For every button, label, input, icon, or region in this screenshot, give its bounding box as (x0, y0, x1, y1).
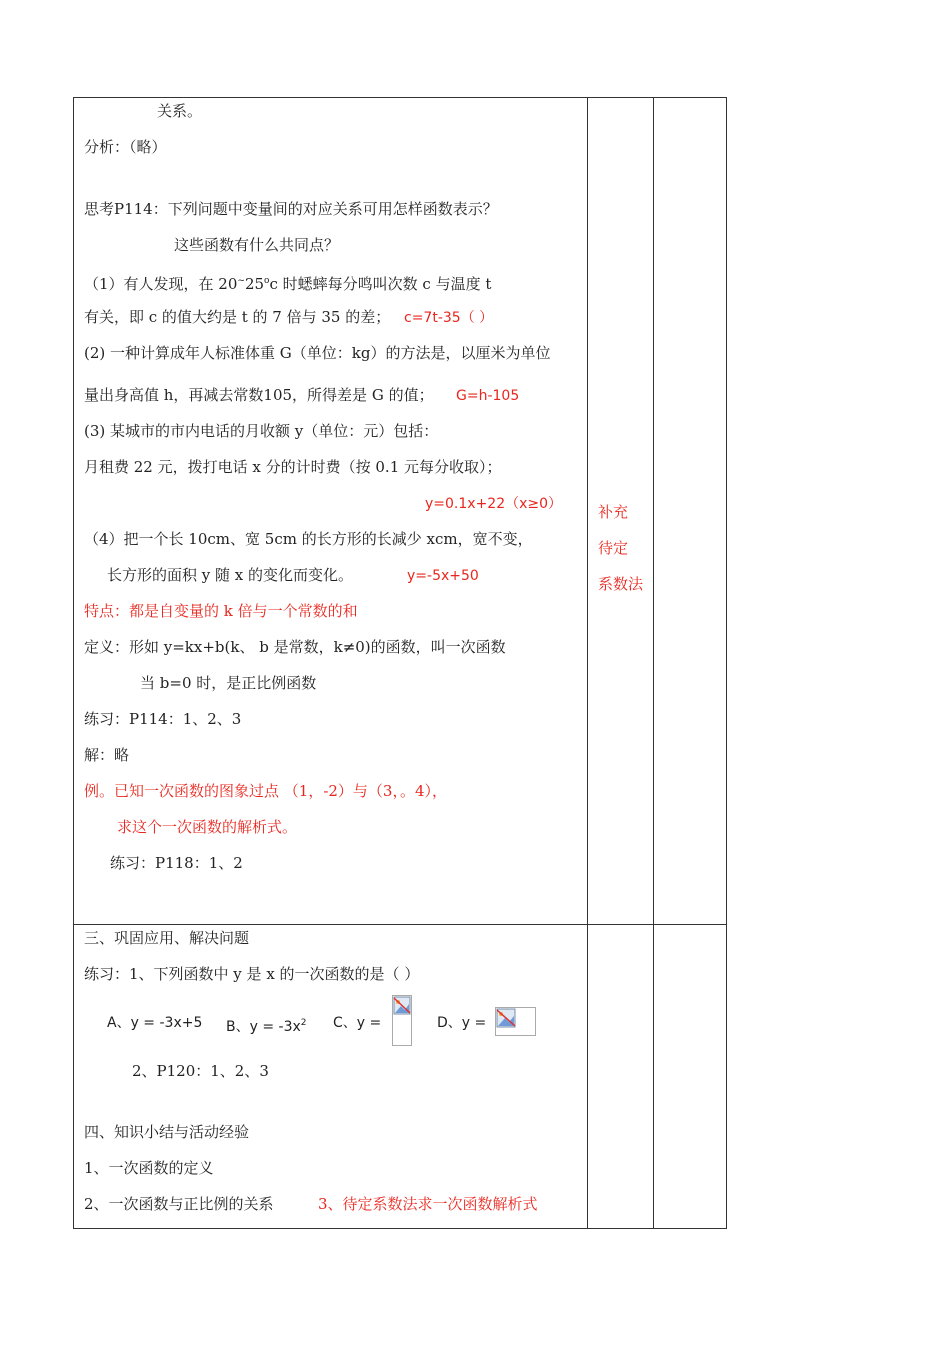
summary-item-1: 1、一次函数的定义 (84, 1159, 214, 1177)
text-relation: 关系。 (157, 102, 203, 120)
text-problem-2-line2: 量出身高值 h，再减去常数105，所得差是 G 的值； (84, 386, 434, 404)
answer-4: y=-5x+50 (407, 568, 479, 584)
broken-image-glyph (496, 1008, 516, 1028)
broken-image-icon (495, 1007, 536, 1036)
summary-item-3: 3、待定系数法求一次函数解析式 (318, 1195, 538, 1213)
option-d: D、y = (437, 1015, 487, 1031)
text-definition: 定义：形如 y=kx+b(k、 b 是常数，k≠0)的函数，叫一次函数 (84, 638, 506, 656)
text-problem-2-line1: (2) 一种计算成年人标准体重 G（单位：kg）的方法是，以厘米为单位 (84, 344, 551, 362)
text-example: 例。已知一次函数的图象过点 （1，-2）与（3，。4）， (84, 782, 448, 800)
side-note-2: 待定 (598, 539, 629, 557)
text-think-question: 思考P114：下列问题中变量间的对应关系可用怎样函数表示？ (84, 200, 498, 218)
column-divider-2 (653, 98, 654, 1228)
text-feature: 特点：都是自变量的 k 倍与一个常数的和 (84, 602, 358, 620)
broken-image-glyph (393, 996, 411, 1016)
text-analysis: 分析：（略） (84, 138, 167, 156)
answer-3: y=0.1x+22（x≥0） (425, 496, 563, 512)
side-note-1: 补充 (598, 503, 629, 521)
section-four-title: 四、知识小结与活动经验 (84, 1123, 250, 1141)
lesson-table (73, 97, 727, 1229)
text-common-point: 这些函数有什么共同点？ (174, 236, 340, 254)
option-c: C、y = (333, 1015, 382, 1031)
text-example-task: 求这个一次函数的解析式。 (117, 818, 298, 836)
summary-item-2: 2、一次函数与正比例的关系 (84, 1195, 274, 1213)
column-divider-1 (587, 98, 588, 1228)
text-solution: 解：略 (84, 746, 130, 764)
text-problem-4-line1: （4）把一个长 10cm、宽 5cm 的长方形的长减少 xcm，宽不变， (84, 530, 533, 548)
side-note-3: 系数法 (598, 575, 644, 593)
text-proportional: 当 b=0 时，是正比例函数 (140, 674, 317, 692)
text-problem-4-line2: 长方形的面积 y 随 x 的变化而变化。 (107, 566, 354, 584)
text-problem-1-line1: （1）有人发现，在 20~25$^o$c 时蟋蟀每分鸣叫次数 c 与温度 t (84, 275, 492, 293)
row-divider (74, 924, 726, 925)
text-problem-1-line2: 有关，即 c 的值大约是 t 的 7 倍与 35 的差； (84, 308, 391, 326)
text-problem-3-line1: (3) 某城市的市内电话的月收额 y（单位：元）包括： (84, 422, 439, 440)
section-three-title: 三、巩固应用、解决问题 (84, 929, 250, 947)
text-exercise-p114: 练习：P114：1、2、3 (84, 710, 242, 728)
option-a: A、y = -3x+5 (107, 1015, 203, 1031)
text-exercise-question: 练习：1、下列函数中 y 是 x 的一次函数的是（ ） (84, 965, 420, 983)
text-exercise-p118: 练习：P118：1、2 (110, 854, 243, 872)
text-exercise-p120: 2、P120：1、2、3 (132, 1062, 269, 1080)
broken-image-icon (392, 995, 412, 1046)
answer-1: c=7t-35（ ） (404, 310, 494, 326)
answer-2: G=h-105 (456, 388, 520, 404)
option-b: B、$y = -3x^2$ (226, 1018, 307, 1035)
text-problem-3-line2: 月租费 22 元，拨打电话 x 分的计时费（按 0.1 元每分收取）； (84, 458, 502, 476)
